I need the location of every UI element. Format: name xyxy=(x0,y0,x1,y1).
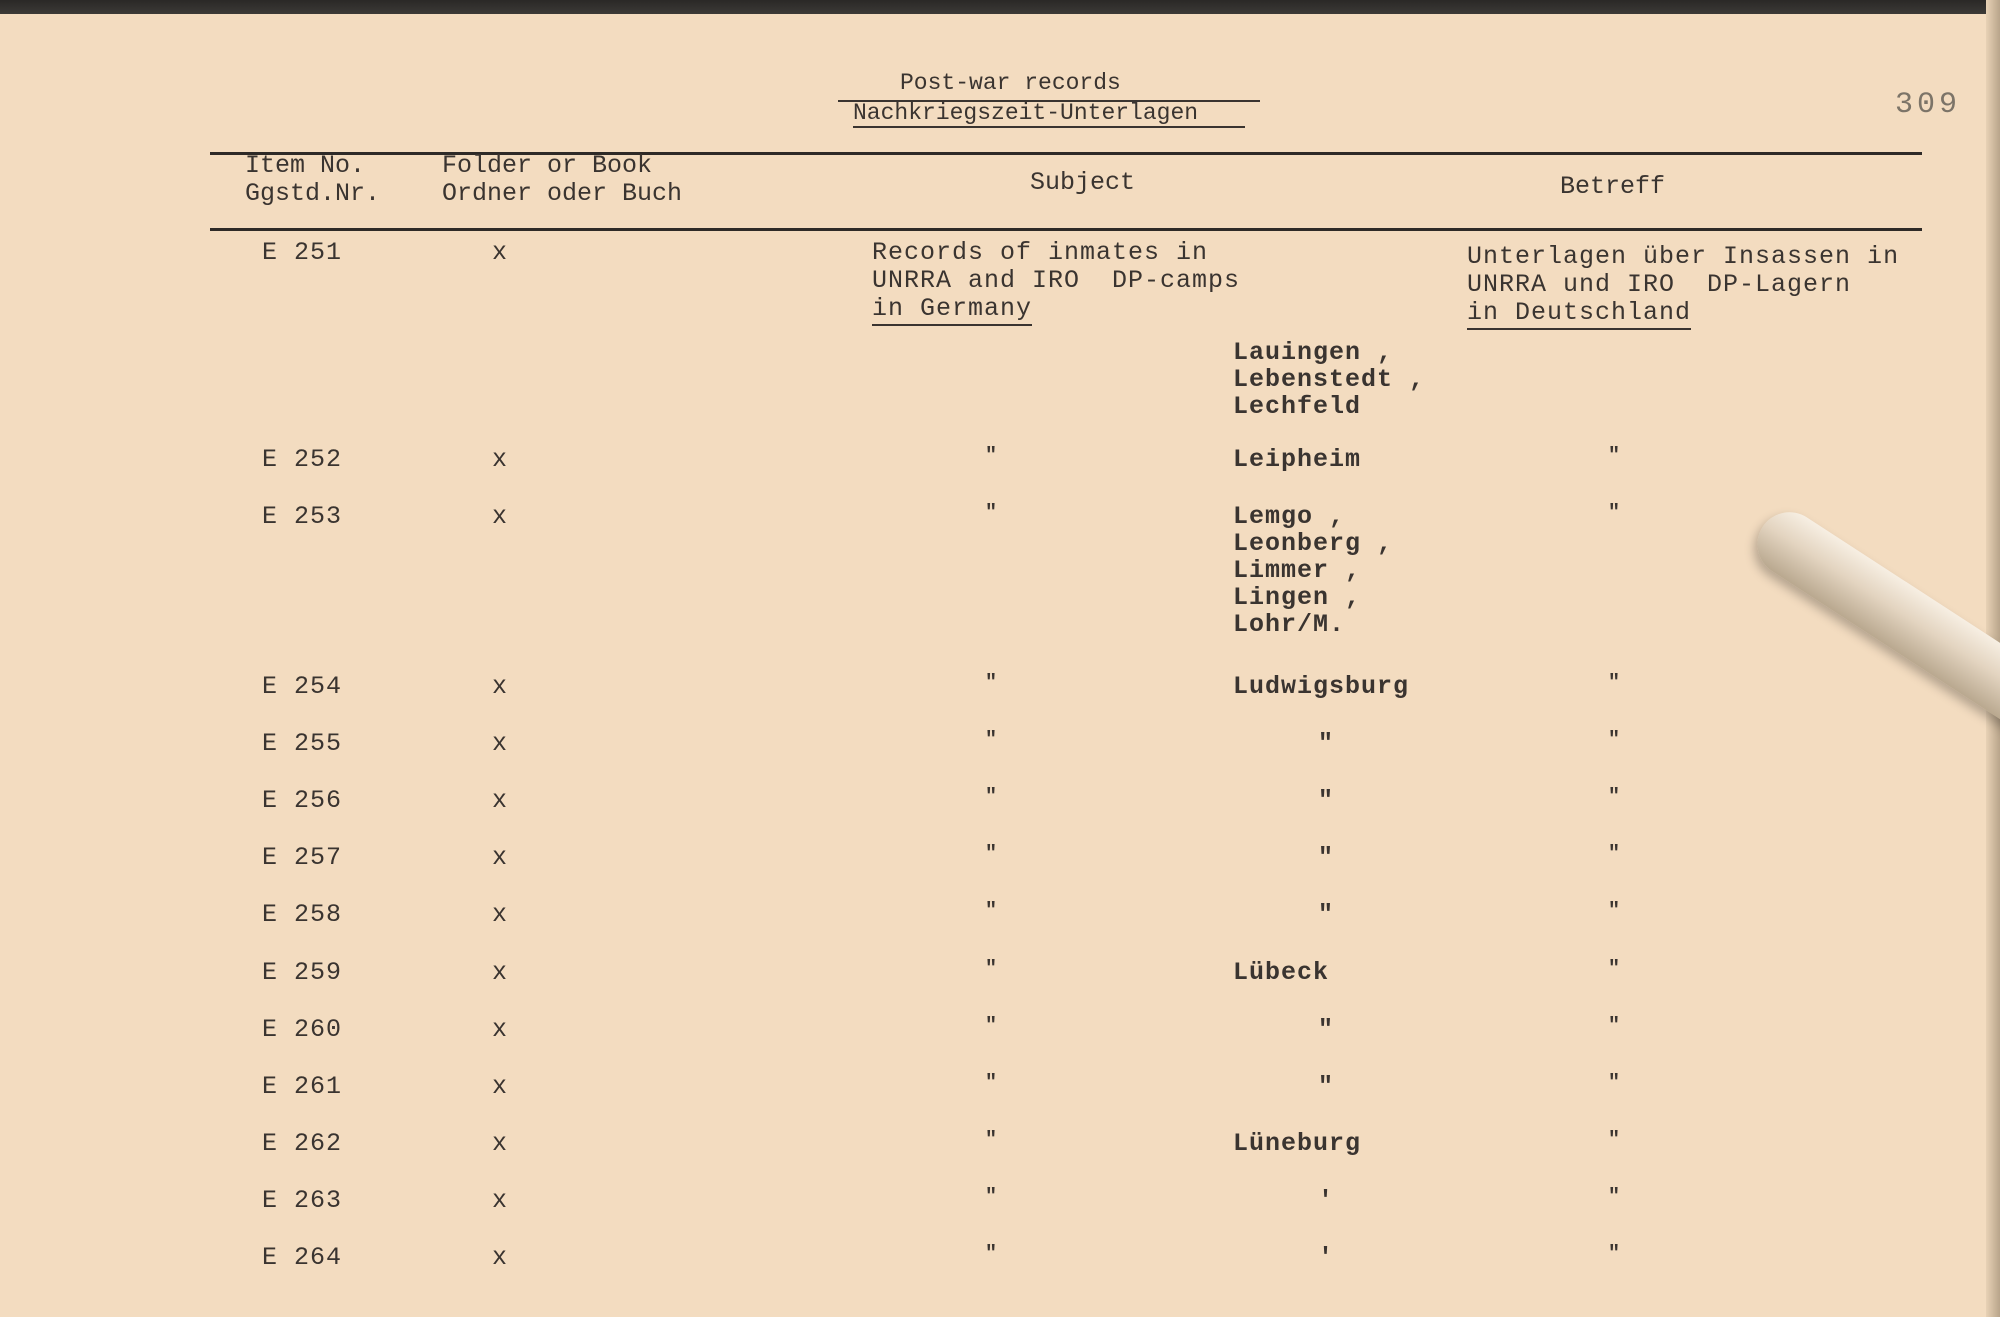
subject-ditto: " xyxy=(985,729,998,752)
item-number: E 260 xyxy=(262,1015,343,1044)
betreff-ditto: " xyxy=(1608,900,1621,923)
camp-place-name: Lohr/M. xyxy=(1233,610,1346,639)
page-top-edge xyxy=(0,0,2000,14)
folder-mark: x xyxy=(492,1186,509,1215)
folder-mark: x xyxy=(492,445,509,474)
betreff-intro-line: in Deutschland xyxy=(1467,298,1691,330)
betreff-ditto: " xyxy=(1608,843,1621,866)
betreff-ditto: " xyxy=(1608,958,1621,981)
camp-place-name: ' xyxy=(1318,1243,1335,1272)
folder-mark: x xyxy=(492,786,509,815)
title-rule-bottom xyxy=(853,126,1245,128)
folder-mark: x xyxy=(492,900,509,929)
folder-mark: x xyxy=(492,1243,509,1272)
camp-place-name: " xyxy=(1318,843,1335,872)
item-number: E 255 xyxy=(262,729,343,758)
betreff-ditto: " xyxy=(1608,1015,1621,1038)
camp-place-name: Limmer , xyxy=(1233,556,1362,585)
betreff-ditto: " xyxy=(1608,1072,1621,1095)
pen-tip xyxy=(1745,500,2000,728)
subject-ditto: " xyxy=(985,786,998,809)
subject-intro-line: UNRRA and IRO DP-camps xyxy=(872,266,1241,295)
subject-ditto: " xyxy=(985,445,998,468)
betreff-intro-line: Unterlagen über Insassen in xyxy=(1467,242,1900,271)
folder-mark: x xyxy=(492,238,509,267)
betreff-ditto: " xyxy=(1608,786,1621,809)
item-number: E 261 xyxy=(262,1072,343,1101)
camp-place-name: " xyxy=(1318,1015,1335,1044)
camp-place-name: Lemgo , xyxy=(1233,502,1346,531)
betreff-ditto: " xyxy=(1608,445,1621,468)
subject-ditto: " xyxy=(985,1015,998,1038)
item-number: E 252 xyxy=(262,445,343,474)
header-rule-bottom xyxy=(210,228,1922,231)
betreff-ditto: " xyxy=(1608,1243,1621,1266)
folder-mark: x xyxy=(492,729,509,758)
betreff-ditto: " xyxy=(1608,729,1621,752)
column-header-folder-en: Folder or Book xyxy=(442,151,653,180)
betreff-ditto: " xyxy=(1608,1129,1621,1152)
betreff-ditto: " xyxy=(1608,1186,1621,1209)
camp-place-name: Ludwigsburg xyxy=(1233,672,1410,701)
folder-mark: x xyxy=(492,1015,509,1044)
item-number: E 251 xyxy=(262,238,343,267)
item-number: E 263 xyxy=(262,1186,343,1215)
page-number: 309 xyxy=(1895,88,1962,122)
subject-ditto: " xyxy=(985,502,998,525)
subject-ditto: " xyxy=(985,1072,998,1095)
subject-ditto: " xyxy=(985,1186,998,1209)
camp-place-name: Lüneburg xyxy=(1233,1129,1362,1158)
camp-place-name: Lauingen , xyxy=(1233,338,1394,367)
camp-place-name: " xyxy=(1318,900,1335,929)
camp-place-name: Lingen , xyxy=(1233,583,1362,612)
item-number: E 253 xyxy=(262,502,343,531)
column-header-subject: Subject xyxy=(1030,168,1136,197)
betreff-intro-line: UNRRA und IRO DP-Lagern xyxy=(1467,270,1852,299)
camp-place-name: Leonberg , xyxy=(1233,529,1394,558)
folder-mark: x xyxy=(492,1072,509,1101)
subject-intro-line: in Germany xyxy=(872,294,1032,326)
subject-ditto: " xyxy=(985,843,998,866)
title-german: Nachkriegszeit-Unterlagen xyxy=(853,100,1199,126)
subject-ditto: " xyxy=(985,672,998,695)
camp-place-name: " xyxy=(1318,1072,1335,1101)
folder-mark: x xyxy=(492,1129,509,1158)
camp-place-name: Lebenstedt , xyxy=(1233,365,1426,394)
subject-ditto: " xyxy=(985,958,998,981)
subject-ditto: " xyxy=(985,1243,998,1266)
column-header-folder-de: Ordner oder Buch xyxy=(442,179,683,208)
folder-mark: x xyxy=(492,672,509,701)
item-number: E 256 xyxy=(262,786,343,815)
subject-ditto: " xyxy=(985,1129,998,1152)
column-header-betreff: Betreff xyxy=(1560,172,1666,201)
camp-place-name: Lübeck xyxy=(1233,958,1330,987)
column-header-item-en: Item No. xyxy=(245,151,366,180)
camp-place-name: Leipheim xyxy=(1233,445,1362,474)
item-number: E 258 xyxy=(262,900,343,929)
camp-place-name: " xyxy=(1318,786,1335,815)
title-english: Post-war records xyxy=(900,70,1121,96)
betreff-ditto: " xyxy=(1608,502,1621,525)
subject-ditto: " xyxy=(985,900,998,923)
camp-place-name: Lechfeld xyxy=(1233,392,1362,421)
subject-intro-line: Records of inmates in xyxy=(872,238,1209,267)
item-number: E 259 xyxy=(262,958,343,987)
item-number: E 257 xyxy=(262,843,343,872)
folder-mark: x xyxy=(492,843,509,872)
betreff-ditto: " xyxy=(1608,672,1621,695)
column-header-item-de: Ggstd.Nr. xyxy=(245,179,381,208)
item-number: E 262 xyxy=(262,1129,343,1158)
camp-place-name: " xyxy=(1318,729,1335,758)
folder-mark: x xyxy=(492,958,509,987)
camp-place-name: ' xyxy=(1318,1186,1335,1215)
item-number: E 264 xyxy=(262,1243,343,1272)
item-number: E 254 xyxy=(262,672,343,701)
folder-mark: x xyxy=(492,502,509,531)
